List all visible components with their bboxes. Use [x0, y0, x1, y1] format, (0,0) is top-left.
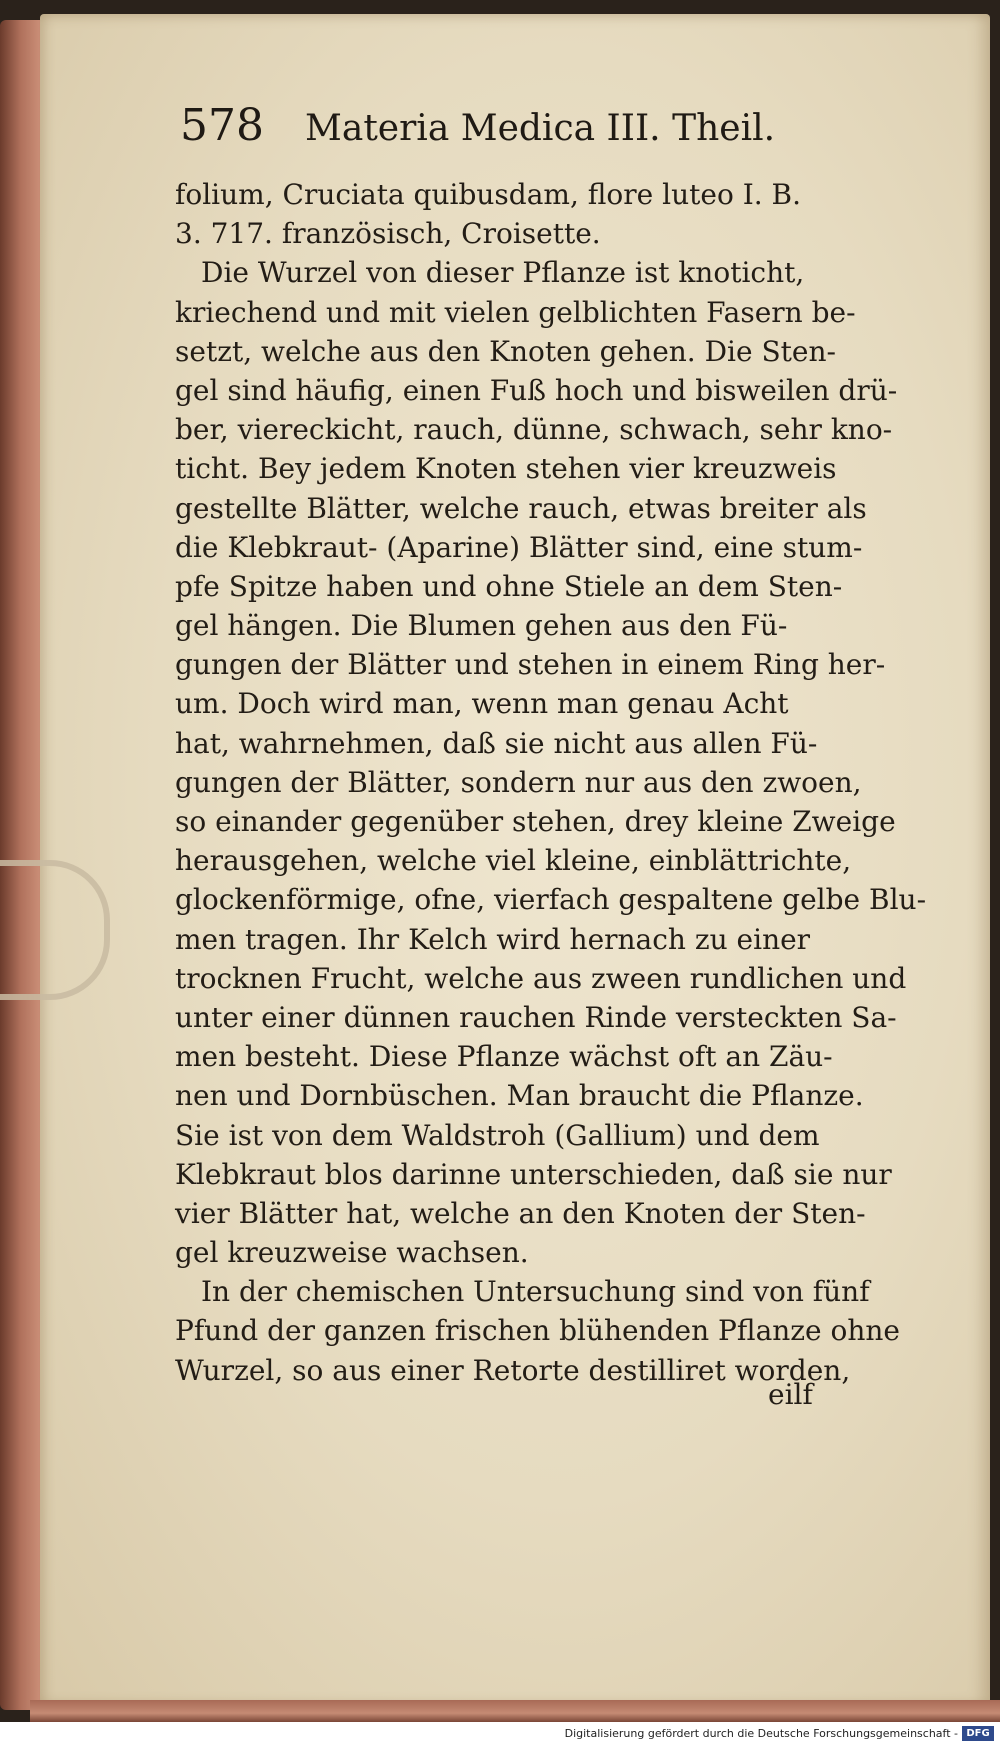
text-line: men besteht. Diese Pflanze wächst oft an Zäu- — [175, 1040, 833, 1074]
text-line: gestellte Blätter, welche rauch, etwas breiter als — [175, 491, 867, 525]
text-line: In der chemischen Untersuchung sind von fünf — [201, 1275, 870, 1309]
text-line: hat, wahrnehmen, daß sie nicht aus allen Fü- — [175, 726, 818, 760]
book-bottom-edge — [30, 1700, 1000, 1722]
text-line: ber, viereckicht, rauch, dünne, schwach, sehr kno- — [175, 413, 893, 447]
body-text — [175, 175, 927, 1390]
text-line: herausgehen, welche viel kleine, einblättrichte, — [175, 844, 852, 878]
text-line: Sie ist von dem Waldstroh (Gallium) und dem — [175, 1118, 820, 1152]
page-number: 578 — [180, 100, 264, 151]
text-line: setzt, welche aus den Knoten gehen. Die Sten- — [175, 334, 836, 368]
funding-credit: Digitalisierung gefördert durch die Deutsche Forschungsgemeinschaft - — [564, 1727, 958, 1740]
dfg-logo: DFG — [962, 1726, 994, 1741]
text-line: Die Wurzel von dieser Pflanze ist knoticht, — [201, 256, 805, 290]
text-line: glockenförmige, ofne, vierfach gespaltene gelbe Blu- — [175, 883, 927, 917]
text-line: unter einer dünnen rauchen Rinde versteckten Sa- — [175, 1000, 897, 1034]
running-title: Materia Medica III. Theil. — [305, 108, 776, 149]
catchword: eilf — [768, 1378, 813, 1411]
text-line: gel sind häufig, einen Fuß hoch und bisweilen drü- — [175, 373, 898, 407]
text-line: pfe Spitze haben und ohne Stiele an dem Sten- — [175, 569, 843, 603]
text-line: gel hängen. Die Blumen gehen aus den Fü- — [175, 609, 788, 643]
text-line: die Klebkraut- (Aparine) Blätter sind, eine stum- — [175, 530, 863, 564]
text-line: men tragen. Ihr Kelch wird hernach zu einer — [175, 922, 811, 956]
text-line: 3. 717. französisch, Croisette. — [175, 217, 601, 251]
text-line: so einander gegenüber stehen, drey kleine Zweige — [175, 805, 896, 838]
text-line: Wurzel, so aus einer Retorte destilliret worden, — [175, 1353, 851, 1387]
text-line: vier Blätter hat, welche an den Knoten der Sten- — [175, 1196, 866, 1230]
text-line: ticht. Bey jedem Knoten stehen vier kreuzweis — [175, 452, 837, 486]
page-clip — [0, 860, 110, 1000]
text-line: Klebkraut blos darinne unterschieden, daß sie nur — [175, 1157, 892, 1191]
text-line: nen und Dornbüschen. Man braucht die Pflanze. — [175, 1079, 864, 1113]
digitization-footer — [0, 1722, 1000, 1746]
text-line: gungen der Blätter und stehen in einem Ring her- — [175, 648, 886, 682]
text-line: Pfund der ganzen frischen blühenden Pflanze ohne — [175, 1314, 901, 1348]
text-line: kriechend und mit vielen gelblichten Fasern be- — [175, 295, 856, 329]
text-line: gel kreuzweise wachsen. — [175, 1236, 529, 1270]
text-line: trocknen Frucht, welche aus zween rundlichen und — [175, 961, 907, 995]
text-line: folium, Cruciata quibusdam, flore luteo I. B. — [175, 178, 802, 211]
text-line: um. Doch wird man, wenn man genau Acht — [175, 687, 789, 721]
text-line: gungen der Blätter, sondern nur aus den zwoen, — [175, 765, 862, 799]
